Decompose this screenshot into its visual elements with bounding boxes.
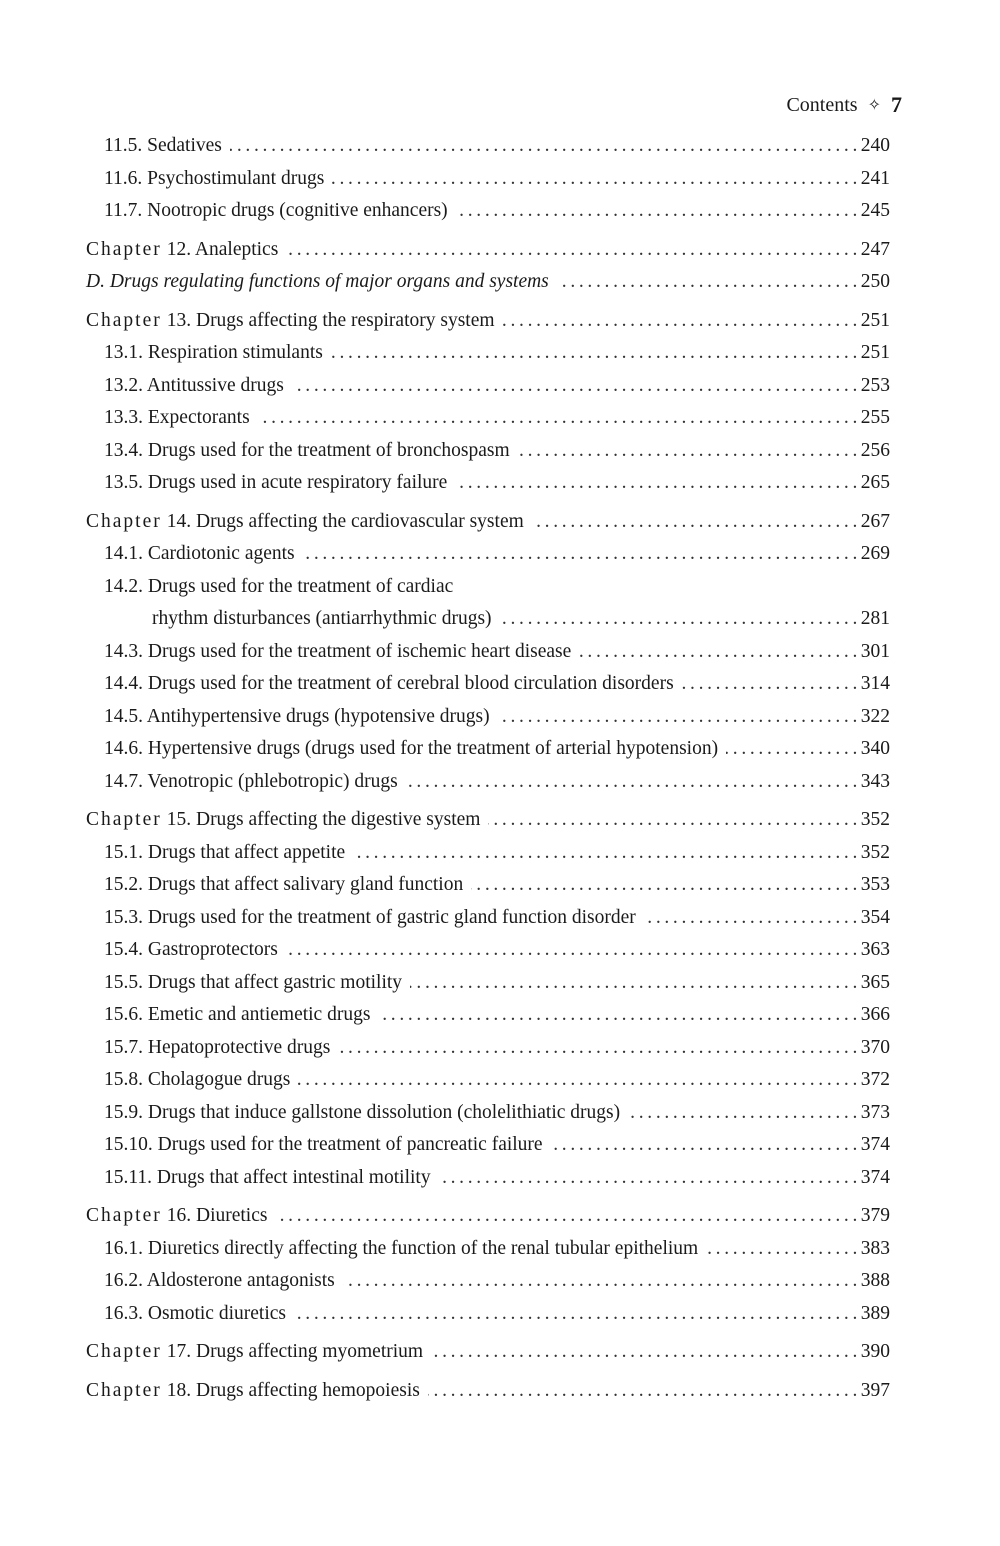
entry-page-number: 340: [860, 738, 890, 760]
dot-leader: [292, 375, 857, 397]
dot-leader: [331, 342, 857, 364]
toc-section-entry[interactable]: [86, 571, 890, 604]
toc-chapter-entry[interactable]: [86, 305, 890, 338]
toc-section-entry[interactable]: [86, 869, 890, 902]
dot-leader: [378, 1004, 856, 1026]
entry-title: 18. Drugs affecting hemopoiesis: [166, 1379, 420, 1401]
header-section-title: Contents: [786, 93, 858, 116]
entry-title: 14.6. Hypertensive drugs (drugs used for the treatment of arterial hypotension): [104, 738, 719, 760]
entry-page-number: 265: [860, 472, 890, 494]
entry-title: 11.7. Nootropic drugs (cognitive enhancers): [104, 200, 448, 222]
toc-section-entry[interactable]: [86, 402, 890, 435]
toc-section-entry[interactable]: [86, 733, 890, 766]
chapter-label: Chapter: [86, 809, 162, 831]
entry-page-number: 379: [860, 1205, 890, 1227]
toc-section-entry[interactable]: [86, 337, 890, 370]
entry-page-number: 363: [860, 939, 890, 961]
entry-title: 14.4. Drugs used for the treatment of cerebral blood circulation disorders: [104, 673, 674, 695]
dot-leader: [579, 641, 856, 663]
entry-title: 15. Drugs affecting the digestive system: [166, 809, 481, 831]
entry-title: 14.5. Antihypertensive drugs (hypotensive drugs): [104, 705, 490, 727]
entry-title: 15.3. Drugs used for the treatment of gastric gland function disorder: [104, 906, 636, 928]
entry-page-number: 374: [860, 1166, 890, 1188]
entry-title-continuation: rhythm disturbances (antiarrhythmic drugs): [152, 608, 492, 630]
toc-section-entry[interactable]: [86, 999, 890, 1032]
toc-section-entry[interactable]: [86, 130, 890, 163]
entry-page-number: 366: [860, 1004, 890, 1026]
toc-section-entry[interactable]: [86, 837, 890, 870]
toc-section-entry[interactable]: [86, 163, 890, 196]
entry-page-number: 314: [860, 673, 890, 695]
entry-page-number: 255: [860, 407, 890, 429]
entry-page-number: 352: [860, 841, 890, 863]
entry-title: 16. Diuretics: [166, 1205, 268, 1227]
entry-page-number: 343: [860, 770, 890, 792]
entry-page-number: 354: [860, 906, 890, 928]
entry-page-number: 383: [860, 1237, 890, 1259]
toc-section-entry[interactable]: [86, 1298, 890, 1331]
dot-leader: [455, 472, 856, 494]
entry-title: 15.9. Drugs that induce gallstone dissolution (cholelithiatic drugs): [104, 1101, 621, 1123]
toc-section-entry[interactable]: [86, 467, 890, 500]
entry-page-number: 370: [860, 1036, 890, 1058]
dot-leader: [628, 1102, 857, 1124]
dot-leader: [286, 939, 857, 961]
entry-title: 15.10. Drugs used for the treatment of pancreatic failure: [104, 1134, 543, 1156]
toc-section-entry[interactable]: [86, 1064, 890, 1097]
dot-leader: [532, 511, 857, 533]
entry-title: D. Drugs regulating functions of major organs and systems: [86, 271, 549, 293]
dot-leader: [431, 1341, 857, 1363]
dot-leader: [410, 972, 857, 994]
toc-section-entry[interactable]: [86, 195, 890, 228]
dot-leader: [503, 310, 857, 332]
toc-section-entry[interactable]: [86, 668, 890, 701]
table-of-contents: [86, 130, 890, 1407]
toc-section-entry[interactable]: [86, 701, 890, 734]
entry-title: 15.6. Emetic and antiemetic drugs: [104, 1004, 371, 1026]
toc-section-entry[interactable]: [86, 934, 890, 967]
toc-section-entry[interactable]: [86, 538, 890, 571]
dot-leader: [343, 1270, 857, 1292]
dot-leader: [488, 809, 856, 831]
page-number: 7: [891, 92, 902, 117]
entry-title: 13.3. Expectorants: [104, 407, 250, 429]
entry-page-number: 281: [860, 608, 890, 630]
entry-page-number: 365: [860, 971, 890, 993]
toc-chapter-entry[interactable]: [86, 1375, 890, 1408]
entry-title: 15.4. Gastroprotectors: [104, 939, 278, 961]
dot-leader: [275, 1205, 856, 1227]
chapter-label: Chapter: [86, 1341, 162, 1363]
entry-title: 14.3. Drugs used for the treatment of ischemic heart disease: [104, 640, 572, 662]
entry-page-number: 240: [860, 135, 890, 157]
toc-section-entry-continuation[interactable]: [86, 603, 890, 636]
toc-section-entry[interactable]: [86, 1097, 890, 1130]
dot-leader: [726, 738, 857, 760]
entry-page-number: 267: [860, 510, 890, 532]
toc-part-entry[interactable]: [86, 266, 890, 299]
chapter-label: Chapter: [86, 1205, 162, 1227]
dot-leader: [258, 407, 857, 429]
toc-chapter-entry[interactable]: [86, 234, 890, 267]
entry-page-number: 251: [860, 342, 890, 364]
entry-title: 16.3. Osmotic diuretics: [104, 1302, 286, 1324]
chapter-label: Chapter: [86, 238, 162, 260]
dot-leader: [498, 706, 857, 728]
entry-title: 13.1. Respiration stimulants: [104, 342, 323, 364]
dot-leader: [439, 1167, 857, 1189]
entry-title: 17. Drugs affecting myometrium: [166, 1341, 424, 1363]
entry-page-number: 372: [860, 1069, 890, 1091]
dot-leader: [294, 1303, 857, 1325]
dot-leader: [557, 271, 857, 293]
dot-leader: [406, 771, 857, 793]
chapter-label: Chapter: [86, 510, 162, 532]
dot-leader: [338, 1037, 856, 1059]
toc-section-entry[interactable]: [86, 1129, 890, 1162]
entry-page-number: 397: [860, 1379, 890, 1401]
entry-title: 13.4. Drugs used for the treatment of bronchospasm: [104, 439, 510, 461]
entry-title: 14.2. Drugs used for the treatment of cardiac: [104, 575, 454, 597]
dot-leader: [682, 673, 857, 695]
entry-title: 14. Drugs affecting the cardiovascular system: [166, 510, 524, 532]
toc-section-entry[interactable]: [86, 1032, 890, 1065]
running-header: [786, 92, 902, 118]
entry-title: 15.7. Hepatoprotective drugs: [104, 1036, 331, 1058]
entry-page-number: 247: [860, 238, 890, 260]
toc-section-entry[interactable]: [86, 636, 890, 669]
dot-leader: [286, 239, 856, 261]
entry-page-number: 352: [860, 809, 890, 831]
dot-leader: [500, 608, 857, 630]
entry-page-number: 388: [860, 1270, 890, 1292]
toc-chapter-entry[interactable]: [86, 1336, 890, 1369]
dot-leader: [303, 543, 857, 565]
entry-page-number: 389: [860, 1302, 890, 1324]
toc-section-entry[interactable]: [86, 1265, 890, 1298]
entry-title: 16.2. Aldosterone antagonists: [104, 1270, 335, 1292]
dot-leader: [551, 1134, 857, 1156]
entry-page-number: 301: [860, 640, 890, 662]
entry-title: 14.7. Venotropic (phlebotropic) drugs: [104, 770, 398, 792]
toc-chapter-entry[interactable]: [86, 506, 890, 539]
entry-page-number: 250: [860, 271, 890, 293]
dot-leader: [230, 135, 857, 157]
toc-section-entry[interactable]: [86, 370, 890, 403]
four-point-star-icon: ✧: [867, 97, 881, 114]
toc-section-entry[interactable]: [86, 1233, 890, 1266]
dot-leader: [471, 874, 857, 896]
entry-title: 15.8. Cholagogue drugs: [104, 1069, 291, 1091]
entry-title: 15.1. Drugs that affect appetite: [104, 841, 346, 863]
toc-section-entry[interactable]: [86, 1162, 890, 1195]
toc-section-entry[interactable]: [86, 766, 890, 799]
toc-chapter-entry[interactable]: [86, 804, 890, 837]
entry-page-number: 353: [860, 874, 890, 896]
toc-section-entry[interactable]: [86, 967, 890, 1000]
entry-page-number: 253: [860, 374, 890, 396]
entry-page-number: 390: [860, 1341, 890, 1363]
dot-leader: [456, 200, 857, 222]
entry-page-number: 241: [860, 167, 890, 189]
entry-page-number: 374: [860, 1134, 890, 1156]
entry-title: 13.5. Drugs used in acute respiratory failure: [104, 472, 448, 494]
entry-page-number: 269: [860, 543, 890, 565]
entry-title: 14.1. Cardiotonic agents: [104, 543, 295, 565]
toc-section-entry[interactable]: [86, 902, 890, 935]
entry-title: 13.2. Antitussive drugs: [104, 374, 284, 396]
toc-section-entry[interactable]: [86, 435, 890, 468]
chapter-label: Chapter: [86, 1379, 162, 1401]
dot-leader: [644, 907, 857, 929]
entry-title: 16.1. Diuretics directly affecting the function of the renal tubular epithelium: [104, 1237, 699, 1259]
dot-leader: [353, 842, 857, 864]
dot-leader: [706, 1238, 857, 1260]
entry-title: 11.6. Psychostimulant drugs: [104, 167, 325, 189]
entry-title: 11.5. Sedatives: [104, 135, 222, 157]
entry-title: 12. Analeptics: [166, 238, 279, 260]
entry-title: 13. Drugs affecting the respiratory system: [166, 309, 495, 331]
entry-page-number: 245: [860, 200, 890, 222]
entry-page-number: 251: [860, 309, 890, 331]
dot-leader: [298, 1069, 856, 1091]
toc-chapter-entry[interactable]: [86, 1200, 890, 1233]
entry-title: 15.11. Drugs that affect intestinal motility: [104, 1166, 431, 1188]
entry-page-number: 373: [860, 1101, 890, 1123]
entry-title: 15.2. Drugs that affect salivary gland function: [104, 874, 464, 896]
dot-leader: [428, 1380, 857, 1402]
entry-title: 15.5. Drugs that affect gastric motility: [104, 971, 403, 993]
chapter-label: Chapter: [86, 309, 162, 331]
entry-page-number: 322: [860, 705, 890, 727]
entry-page-number: 256: [860, 439, 890, 461]
dot-leader: [332, 168, 856, 190]
dot-leader: [518, 440, 857, 462]
